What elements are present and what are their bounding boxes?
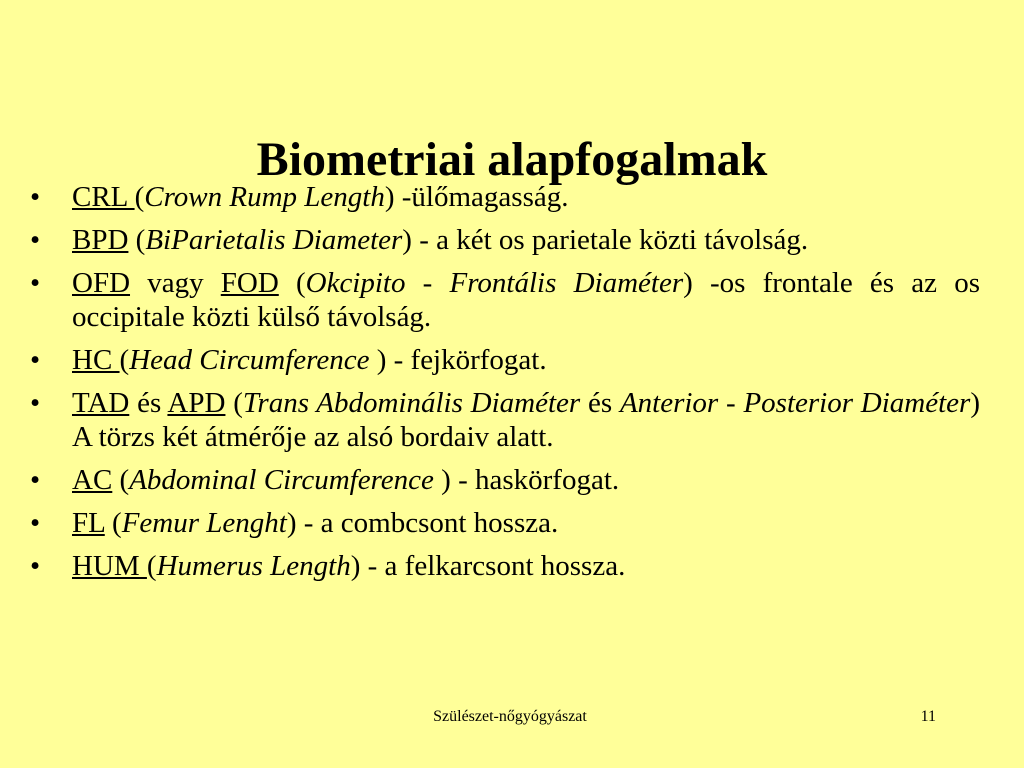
term-abbreviation-alt: FOD: [220, 267, 279, 299]
term-abbreviation: FL: [72, 507, 105, 539]
term-abbreviation: AC: [72, 464, 113, 496]
term-abbreviation: CRL: [72, 181, 135, 213]
bullet-icon: •: [30, 181, 41, 213]
list-item: [30, 266, 980, 334]
term-full-name: Femur Lenght: [121, 507, 287, 539]
item-text: ) -ülőmagasság.: [384, 181, 569, 213]
term-abbreviation: TAD: [72, 387, 130, 419]
item-text: (: [128, 224, 146, 256]
term-full-name: BiParietalis Diameter: [145, 224, 403, 256]
item-text: ) -os frontale és az os occipitale közti külső távolság.: [72, 267, 980, 333]
bullet-icon: •: [30, 507, 41, 539]
item-text: ) A törzs két átmérője az alsó bordaiv alatt.: [72, 387, 980, 453]
bullet-icon: •: [30, 267, 41, 299]
item-text: ) - a felkarcsont hossza.: [350, 550, 626, 582]
list-item: [30, 506, 980, 540]
item-text: (: [134, 181, 145, 213]
page-number: 11: [920, 708, 936, 725]
bullet-icon: •: [30, 387, 41, 419]
item-text: ) - a combcsont hossza.: [286, 507, 559, 539]
item-text: (: [119, 344, 130, 376]
footer-course-title: Szülészet-nőgyógyászat: [433, 708, 587, 725]
item-text: (: [146, 550, 157, 582]
term-full-name: Abdominal Circumference: [129, 464, 434, 496]
term-full-name: Okcipito - Frontális Diaméter: [305, 267, 684, 299]
term-full-name: Trans Abdominális Diaméter: [242, 387, 581, 419]
list-item: [30, 180, 980, 214]
item-text: vagy: [130, 267, 221, 299]
item-text: (: [112, 464, 130, 496]
list-item: [30, 386, 980, 454]
term-abbreviation: OFD: [72, 267, 131, 299]
term-full-name: Humerus Length: [156, 550, 351, 582]
bullet-icon: •: [30, 224, 41, 256]
list-item: [30, 549, 980, 583]
term-abbreviation-alt: APD: [167, 387, 226, 419]
item-text: és: [580, 387, 620, 419]
term-full-name: Head Circumference: [129, 344, 370, 376]
list-item: [30, 343, 980, 377]
item-text: ) - a két os parietale közti távolság.: [402, 224, 809, 256]
item-text: ) - fejkörfogat.: [369, 344, 547, 376]
item-text: (: [278, 267, 306, 299]
term-full-name-alt: Anterior - Posterior Diaméter: [619, 387, 971, 419]
bullet-list: [30, 180, 980, 592]
bullet-icon: •: [30, 344, 41, 376]
term-abbreviation: HUM: [72, 550, 147, 582]
item-text: (: [225, 387, 243, 419]
bullet-icon: •: [30, 550, 41, 582]
list-item: [30, 463, 980, 497]
term-abbreviation: BPD: [72, 224, 129, 256]
slide-title: Biometriai alapfogalmak: [256, 133, 768, 186]
term-full-name: Crown Rump Length: [144, 181, 385, 213]
item-text: (: [104, 507, 122, 539]
item-text: ) - haskörfogat.: [433, 464, 620, 496]
item-text: és: [129, 387, 168, 419]
term-abbreviation: HC: [72, 344, 120, 376]
list-item: [30, 223, 980, 257]
bullet-icon: •: [30, 464, 41, 496]
